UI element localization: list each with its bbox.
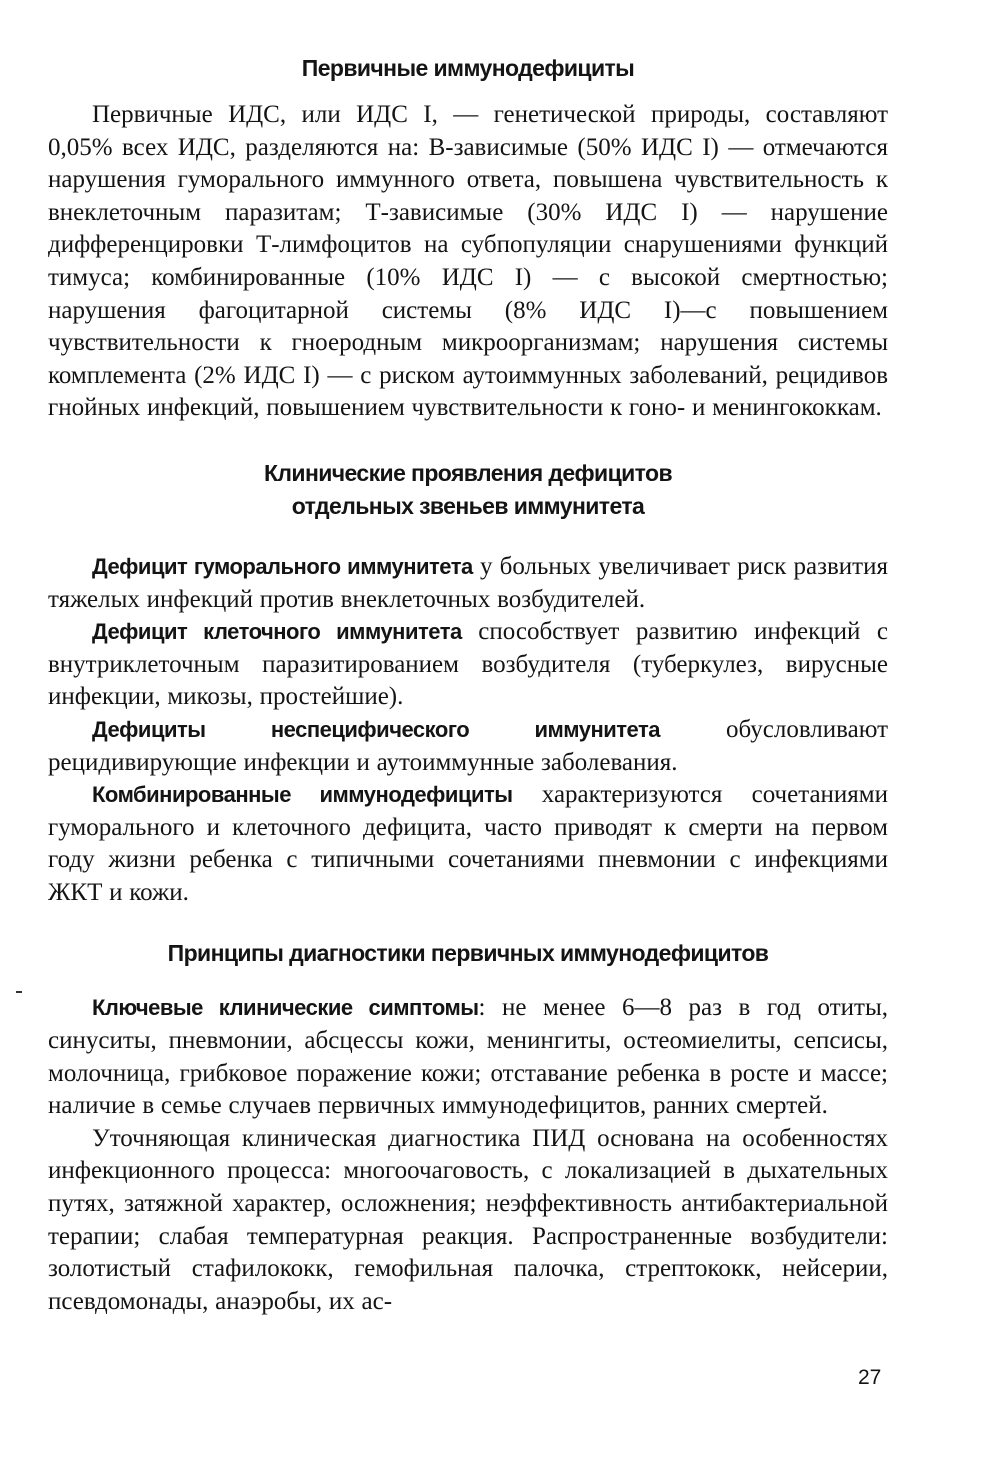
heading-clinical-manifestations xyxy=(48,457,888,523)
paragraph-text: : не менее 6—8 раз в год отиты, синуситы, пневмонии, абсцессы кожи, менингиты, остеомиелиты, сепсисы, молочница, грибковое поражение кожи; отставание ребенка в росте и массе; наличие в семье случаев первичных иммунодефицитов, ранних смертей. xyxy=(48,994,889,1120)
heading-primary-immunodeficiencies: Первичные иммунодефициты xyxy=(301,55,635,81)
paragraph-text: обусловливают рецидивирующие инфекции и аутоиммунные заболевания. xyxy=(48,715,888,776)
paragraph-lead: Комбинированные иммунодефициты xyxy=(92,782,513,808)
heading-diagnostic-principles: Принципы диагностики первичных иммунодефицитов xyxy=(167,940,769,967)
paragraph-clarifying-diagnostics xyxy=(48,1123,888,1319)
paragraph-key-symptoms xyxy=(48,992,888,1122)
margin-dash-mark xyxy=(16,991,22,993)
paragraph-lead: Дефициты неспецифического иммунитета xyxy=(92,716,661,742)
heading-line-1: Клинические проявления дефицитов xyxy=(263,459,673,486)
paragraph-primary-ids xyxy=(48,99,888,425)
page-number: 27 xyxy=(858,1366,882,1389)
paragraph-text: Первичные ИДС, или ИДС I, — генетической природы, составляют 0,05% всех ИДС, разделяются на: В-зависимые (50% ИДС I) — отмечаются нарушения гуморального иммунного ответа, повышена чувствительность к внеклеточным паразитам; Т-зависимые (30% ИДС I) — нарушение дифференцировки Т-лимфоцитов на субпопуляции снарушениями функций тимуса; комбинированные (10% ИДС I) — с высокой смертностью; нарушения фагоцитарной системы (8% ИДС I)—с повышением чувствительности к гноеродным микроорганизмам; нарушения системы комплемента (2% ИДС I) — с риском аутоиммунных заболеваний, рецидивов гнойных инфекций, повышением чувствительности к гоно- и менингококкам. xyxy=(48,101,888,422)
paragraph-combined-deficit xyxy=(48,779,888,909)
paragraph-text: характеризуются сочетаниями гуморального и клеточного дефицита, часто приводят к смерти на первом году жизни ребенка с типичными сочетаниями пневмонии с инфекциями ЖКТ и кожи. xyxy=(48,781,888,906)
page-body xyxy=(48,40,888,1318)
heading-line-2: отдельных звеньев иммунитета xyxy=(291,492,645,519)
paragraph-text: у больных увеличивает риск развития тяжелых инфекций против внеклеточных возбудителей. xyxy=(48,552,888,613)
paragraph-lead: Дефицит клеточного иммунитета xyxy=(92,619,462,645)
paragraph-cellular-deficit xyxy=(48,616,888,714)
paragraph-humoral-deficit xyxy=(48,551,888,616)
paragraph-text: Уточняющая клиническая диагностика ПИД основана на особенностях инфекционного процесса: многоочаговость, с локализацией в дыхательных путях, затяжной характер, осложнения; неэффективность антибактериальной терапии; слабая температурная реакция. Распространенные возбудители: золотистый стафилококк, гемофильная палочка, стрептококк, нейсерии, псевдомонады, анаэробы, их ас- xyxy=(48,1124,888,1315)
paragraph-lead: Дефицит гуморального иммунитета xyxy=(92,553,473,579)
paragraph-nonspecific-deficit xyxy=(48,714,888,779)
paragraph-text: способствует развитию инфекций с внутриклеточным паразитированием возбудителя (туберкулез, вирусные инфекции, микозы, простейшие). xyxy=(48,618,888,711)
paragraph-lead: Ключевые клинические симптомы xyxy=(92,995,479,1021)
